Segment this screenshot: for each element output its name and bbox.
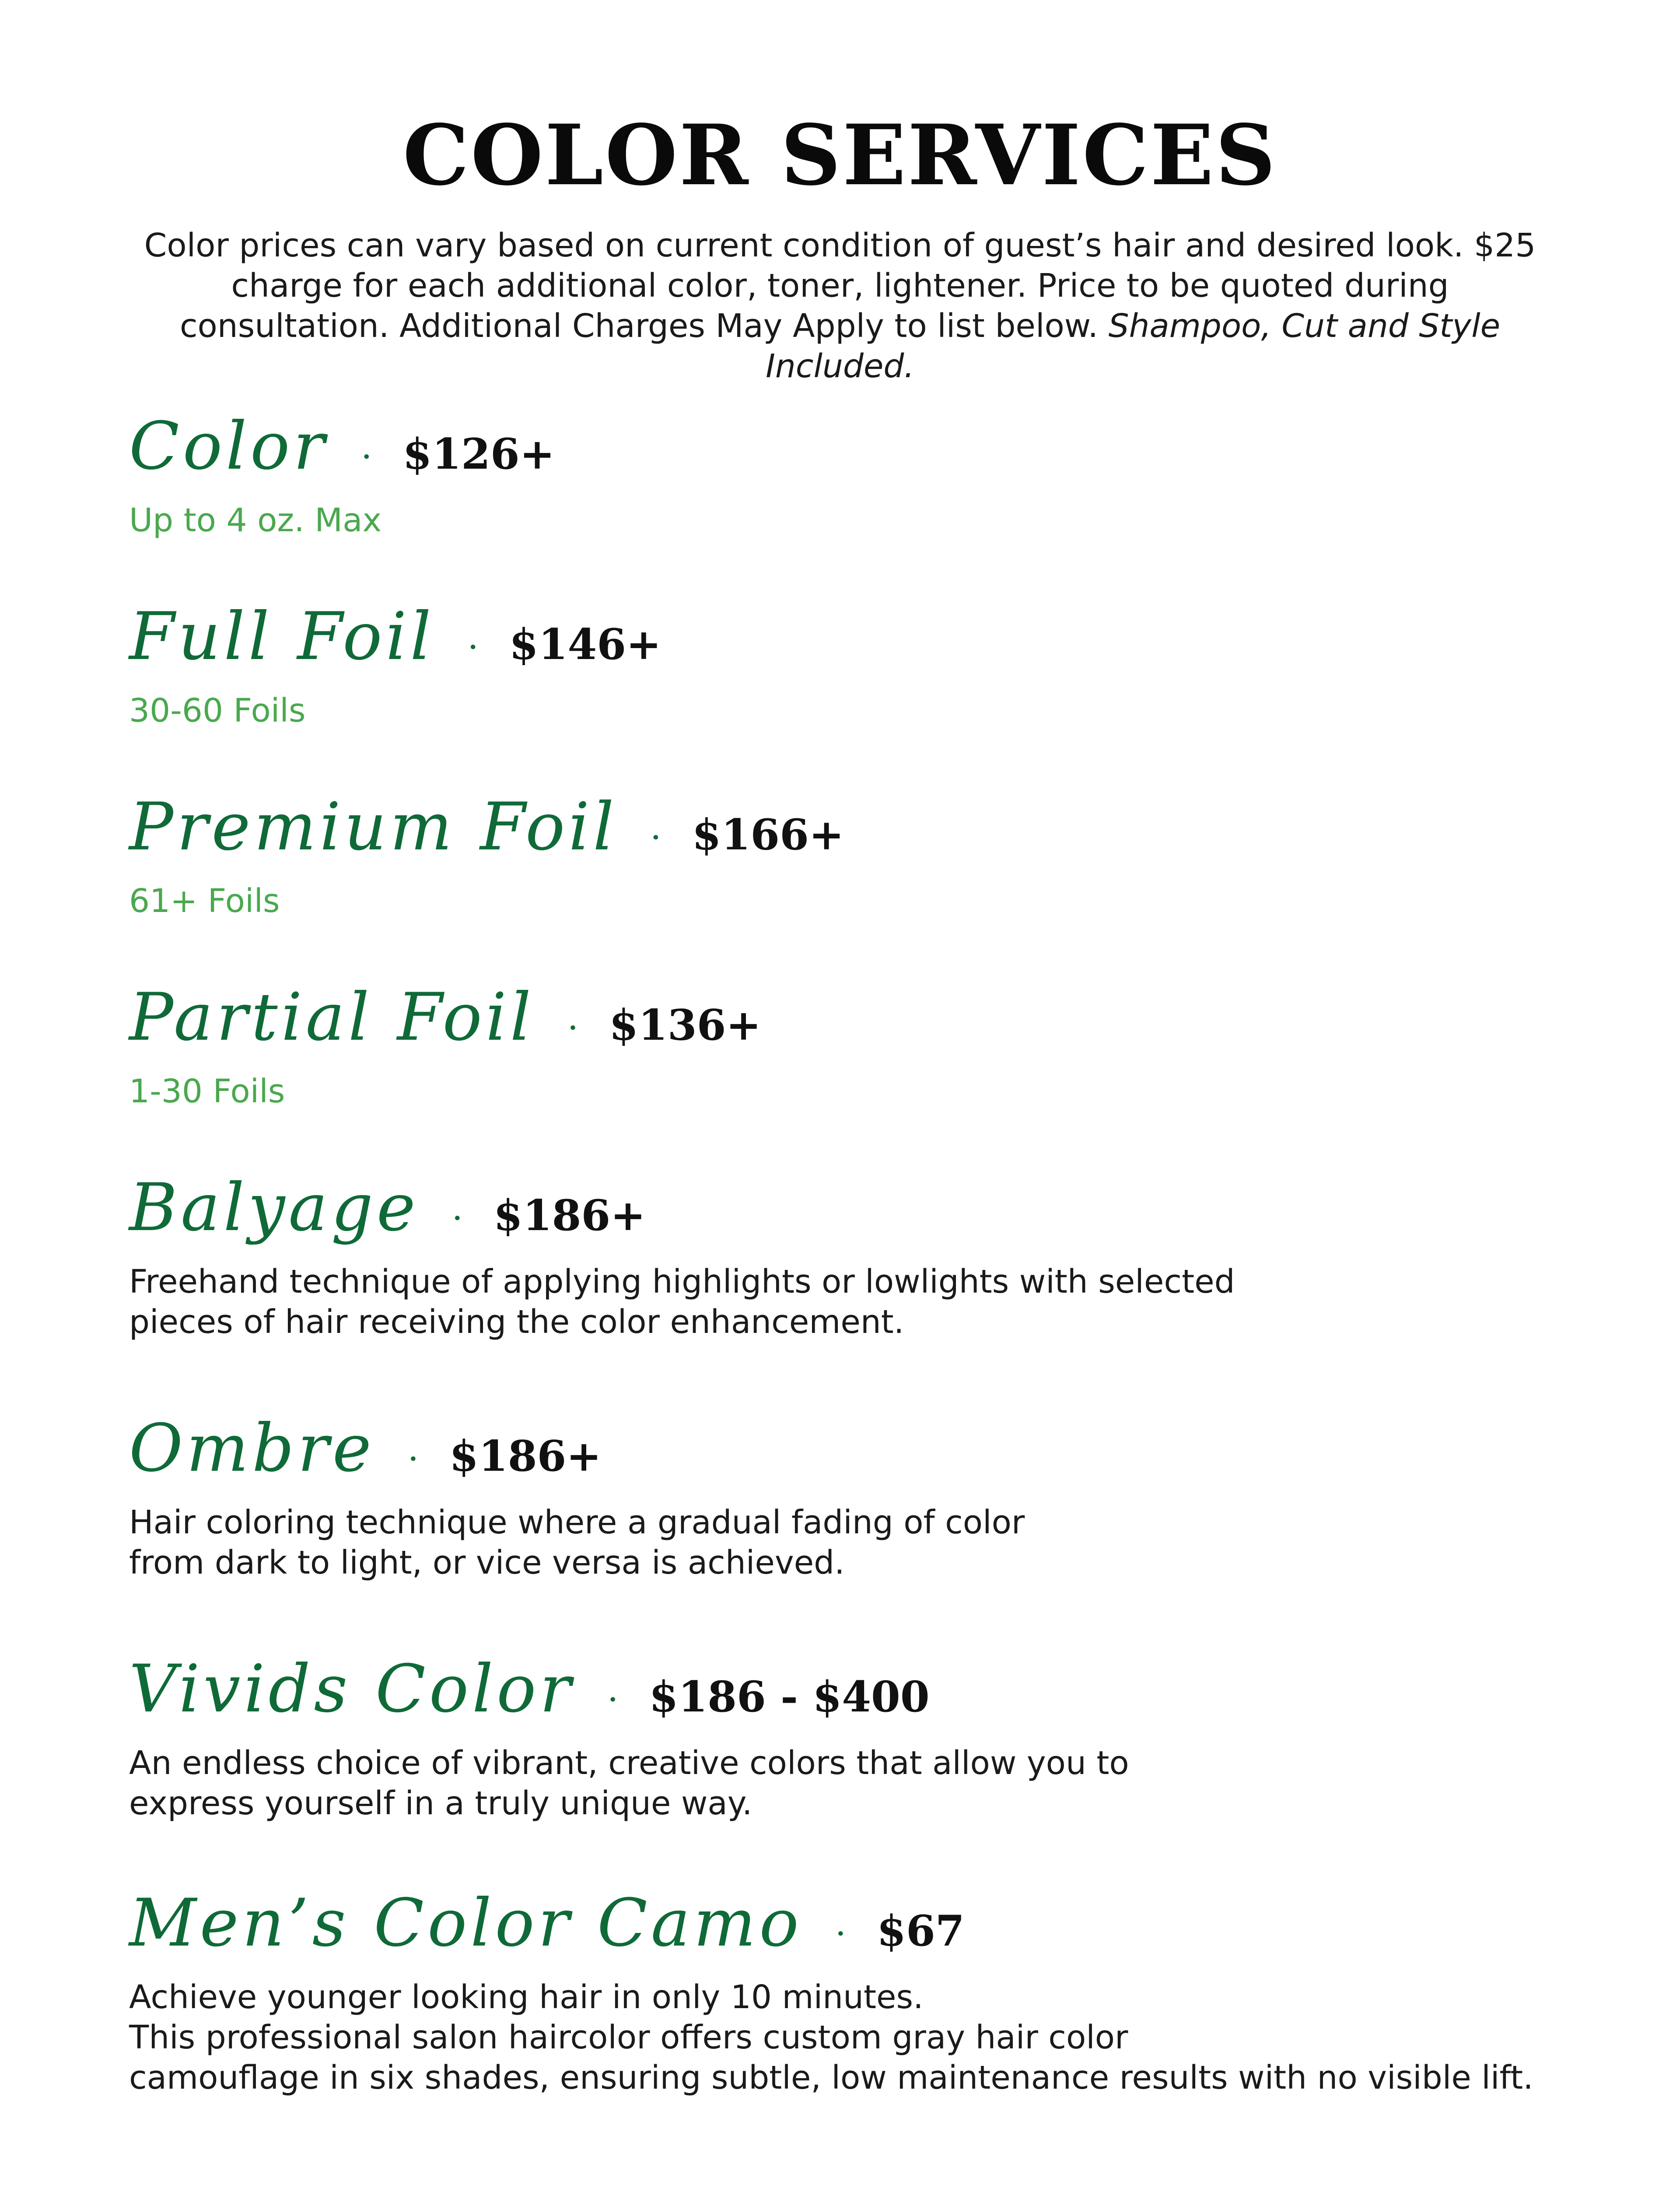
service-name: Ombre xyxy=(129,1410,375,1487)
service-color xyxy=(129,408,1573,540)
service-ombre xyxy=(129,1410,1573,1583)
service-price: $146+ xyxy=(509,620,662,669)
service-name: Full Foil xyxy=(129,599,435,675)
separator-dot: · xyxy=(407,1438,419,1479)
service-price: $186+ xyxy=(494,1191,646,1240)
service-price: $186 - $400 xyxy=(649,1672,930,1722)
service-name: Partial Foil xyxy=(129,979,535,1055)
service-description: Up to 4 oz. Max xyxy=(129,501,382,539)
service-partial-foil xyxy=(129,979,1573,1112)
service-description: 61+ Foils xyxy=(129,882,280,920)
service-price: $186+ xyxy=(449,1431,602,1481)
service-balyage xyxy=(129,1170,1573,1342)
service-description: An endless choice of vibrant, creative colors that allow you to express yourself in a truly unique way. xyxy=(129,1744,1129,1822)
service-heading xyxy=(129,408,1573,484)
separator-dot: · xyxy=(835,1913,847,1954)
separator-dot: · xyxy=(452,1198,463,1238)
service-heading xyxy=(129,1170,1573,1246)
separator-dot: · xyxy=(567,1007,579,1048)
service-description: Freehand technique of applying highlights or lowlights with selected pieces of hair receiving the color enhancement. xyxy=(129,1263,1235,1341)
separator-dot: · xyxy=(650,817,662,858)
service-heading xyxy=(129,599,1573,675)
service-price: $67 xyxy=(877,1906,965,1956)
service-description: 1-30 Foils xyxy=(129,1073,285,1110)
service-name: Vivids Color xyxy=(129,1651,575,1727)
separator-dot: · xyxy=(361,436,372,477)
service-name: Men’s Color Camo xyxy=(129,1885,802,1961)
service-full-foil xyxy=(129,599,1573,731)
page-title: COLOR SERVICES xyxy=(402,106,1278,204)
service-heading xyxy=(129,979,1573,1055)
service-mens-color-camo xyxy=(129,1885,1573,2098)
service-premium-foil xyxy=(129,789,1573,921)
service-price: $136+ xyxy=(609,1000,761,1050)
intro-text: Color prices can vary based on current condition of guest’s hair and desired look. $25 charge for each additional color, toner, lightener. Price to be quoted during consultation. Additional Charges May Apply to list below. xyxy=(144,227,1536,345)
service-price: $166+ xyxy=(692,810,844,859)
service-heading xyxy=(129,1885,1573,1961)
service-description: Achieve younger looking hair in only 10 minutes. This professional salon haircolor offers custom gray hair color camouflage in six shades, ensuring subtle, low maintenance results with no visible lift. xyxy=(129,1978,1533,2097)
separator-dot: · xyxy=(467,627,479,667)
service-name: Color xyxy=(129,408,329,484)
service-vivids-color xyxy=(129,1651,1573,1823)
service-heading xyxy=(129,1651,1573,1727)
service-heading xyxy=(129,1410,1573,1487)
service-heading xyxy=(129,789,1573,865)
service-description: 30-60 Foils xyxy=(129,692,306,729)
service-price: $126+ xyxy=(402,429,555,479)
intro-paragraph xyxy=(127,225,1553,386)
service-name: Premium Foil xyxy=(129,789,618,865)
service-description: Hair coloring technique where a gradual fading of color from dark to light, or vice versa is achieved. xyxy=(129,1504,1025,1581)
separator-dot: · xyxy=(607,1679,619,1720)
service-name: Balyage xyxy=(129,1170,419,1246)
intro-emphasis: Shampoo, Cut and Style Included. xyxy=(766,307,1501,385)
